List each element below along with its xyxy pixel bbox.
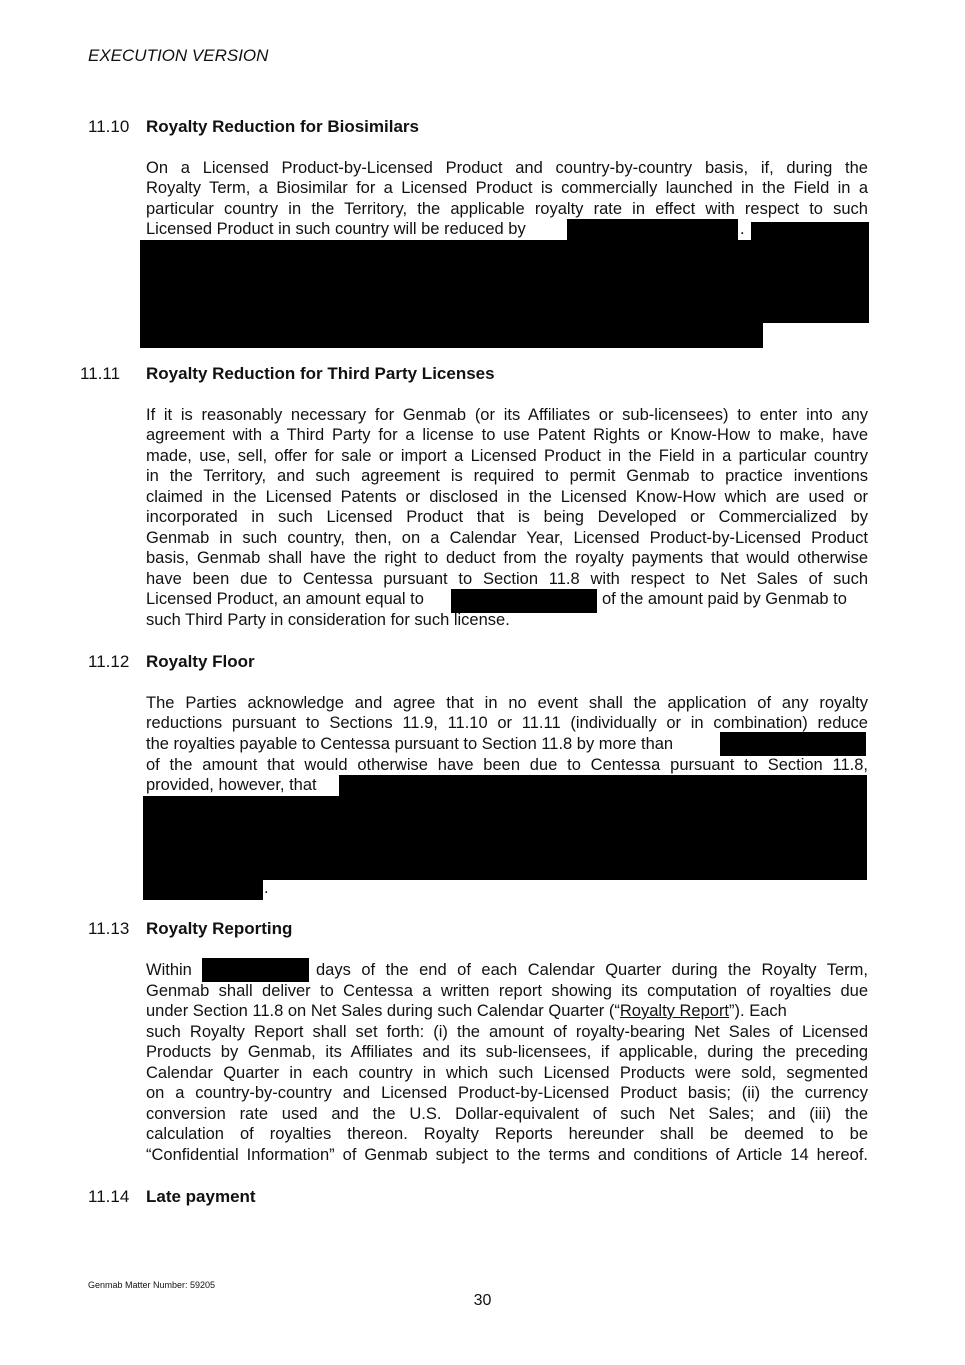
section-number-11-14: 11.14 bbox=[88, 1187, 130, 1206]
redaction-block bbox=[751, 222, 869, 242]
section-title-11-14: Late payment bbox=[146, 1187, 256, 1206]
section-title-11-10: Royalty Reduction for Biosimilars bbox=[146, 117, 419, 136]
paragraph-text: under Section 11.8 on Net Sales during such Calendar Quarter (“ bbox=[146, 1002, 620, 1020]
redaction-block bbox=[143, 878, 263, 900]
paragraph-line: in the Territory, and such agreement is required to permit Genmab to practice inventions bbox=[146, 467, 868, 485]
redaction-block bbox=[567, 219, 738, 241]
paragraph-line: incorporated in such Licensed Product that is being Developed or Commercialized by bbox=[146, 508, 868, 526]
section-title-11-12: Royalty Floor bbox=[146, 652, 255, 671]
section-title-11-13: Royalty Reporting bbox=[146, 919, 293, 938]
paragraph-line: calculation of royalties thereon. Royalty Reports hereunder shall be deemed to be bbox=[146, 1125, 868, 1143]
paragraph-line: days of the end of each Calendar Quarter during the Royalty Term, bbox=[316, 961, 868, 979]
paragraph-line: such Third Party in consideration for such license. bbox=[146, 611, 510, 629]
redaction-block bbox=[720, 732, 866, 756]
paragraph-line: reductions pursuant to Sections 11.9, 11.10 or 11.11 (individually or in combination) reduce bbox=[146, 714, 868, 732]
paragraph-line: such Royalty Report shall set forth: (i) the amount of royalty-bearing Net Sales of Licensed bbox=[146, 1023, 868, 1041]
paragraph-line: If it is reasonably necessary for Genmab (or its Affiliates or sub-licensees) to enter into any bbox=[146, 406, 868, 424]
paragraph-line: Licensed Product, an amount equal to bbox=[146, 590, 424, 608]
section-title-11-11: Royalty Reduction for Third Party Licenses bbox=[146, 364, 495, 383]
paragraph-line: “Confidential Information” of Genmab subject to the terms and conditions of Article 14 hereof. bbox=[146, 1146, 868, 1164]
paragraph-line: Genmab shall deliver to Centessa a written report showing its computation of royalties due bbox=[146, 982, 868, 1000]
paragraph-line: the royalties payable to Centessa pursuant to Section 11.8 by more than bbox=[146, 735, 674, 753]
paragraph-line: Within bbox=[146, 961, 192, 979]
paragraph-period: . bbox=[740, 220, 745, 238]
footer-matter-number: Genmab Matter Number: 59205 bbox=[88, 1280, 216, 1290]
paragraph-line: of the amount paid by Genmab to bbox=[602, 590, 847, 608]
paragraph-line: Royalty Term, a Biosimilar for a Licensed Product is commercially launched in the Field in a bbox=[146, 179, 868, 197]
paragraph-line: particular country in the Territory, the applicable royalty rate in effect with respect to such bbox=[146, 200, 868, 218]
paragraph-period: . bbox=[264, 879, 269, 897]
paragraph-line: Products by Genmab, its Affiliates and its sub-licensees, if applicable, during the preceding bbox=[146, 1043, 868, 1061]
paragraph-line: have been due to Centessa pursuant to Section 11.8 with respect to Net Sales of such bbox=[146, 570, 868, 588]
redaction-block bbox=[143, 796, 867, 880]
section-number-11-10: 11.10 bbox=[88, 117, 130, 136]
paragraph-line: provided, however, that bbox=[146, 776, 317, 794]
section-number-11-13: 11.13 bbox=[88, 919, 130, 938]
redaction-block bbox=[140, 240, 869, 323]
defined-term-royalty-report: Royalty Report bbox=[619, 1002, 730, 1020]
paragraph-line: on a country-by-country and Licensed Product-by-Licensed Product basis; (ii) the currency bbox=[146, 1084, 868, 1102]
paragraph-line bbox=[146, 1001, 787, 1021]
paragraph-line: The Parties acknowledge and agree that in no event shall the application of any royalty bbox=[146, 694, 868, 712]
document-header: EXECUTION VERSION bbox=[88, 46, 269, 65]
paragraph-line: On a Licensed Product-by-Licensed Product and country-by-country basis, if, during the bbox=[146, 159, 868, 177]
paragraph-line: conversion rate used and the U.S. Dollar-equivalent of such Net Sales; and (iii) the bbox=[146, 1105, 868, 1123]
section-number-11-11: 11.11 bbox=[80, 364, 121, 383]
paragraph-line: Licensed Product in such country will be reduced by bbox=[146, 220, 526, 238]
paragraph-text: ”). Each bbox=[729, 1002, 787, 1020]
paragraph-line: basis, Genmab shall have the right to deduct from the royalty payments that would otherwise bbox=[146, 549, 868, 567]
redaction-block bbox=[140, 322, 763, 348]
paragraph-line: made, use, sell, offer for sale or import a Licensed Product in the Field in a particular country bbox=[146, 447, 868, 465]
paragraph-line: Calendar Quarter in each country in which such Licensed Products were sold, segmented bbox=[146, 1064, 868, 1082]
page-number: 30 bbox=[473, 1292, 492, 1309]
section-number-11-12: 11.12 bbox=[88, 652, 130, 671]
redaction-block bbox=[202, 958, 309, 982]
paragraph-line: claimed in the Licensed Patents or disclosed in the Licensed Know-How which are used or bbox=[146, 488, 868, 506]
paragraph-line: agreement with a Third Party for a license to use Patent Rights or Know-How to make, have bbox=[146, 426, 868, 444]
paragraph-line: Genmab in such country, then, on a Calendar Year, Licensed Product-by-Licensed Product bbox=[146, 529, 868, 547]
paragraph-line: of the amount that would otherwise have been due to Centessa pursuant to Section 11.8, bbox=[146, 756, 868, 774]
